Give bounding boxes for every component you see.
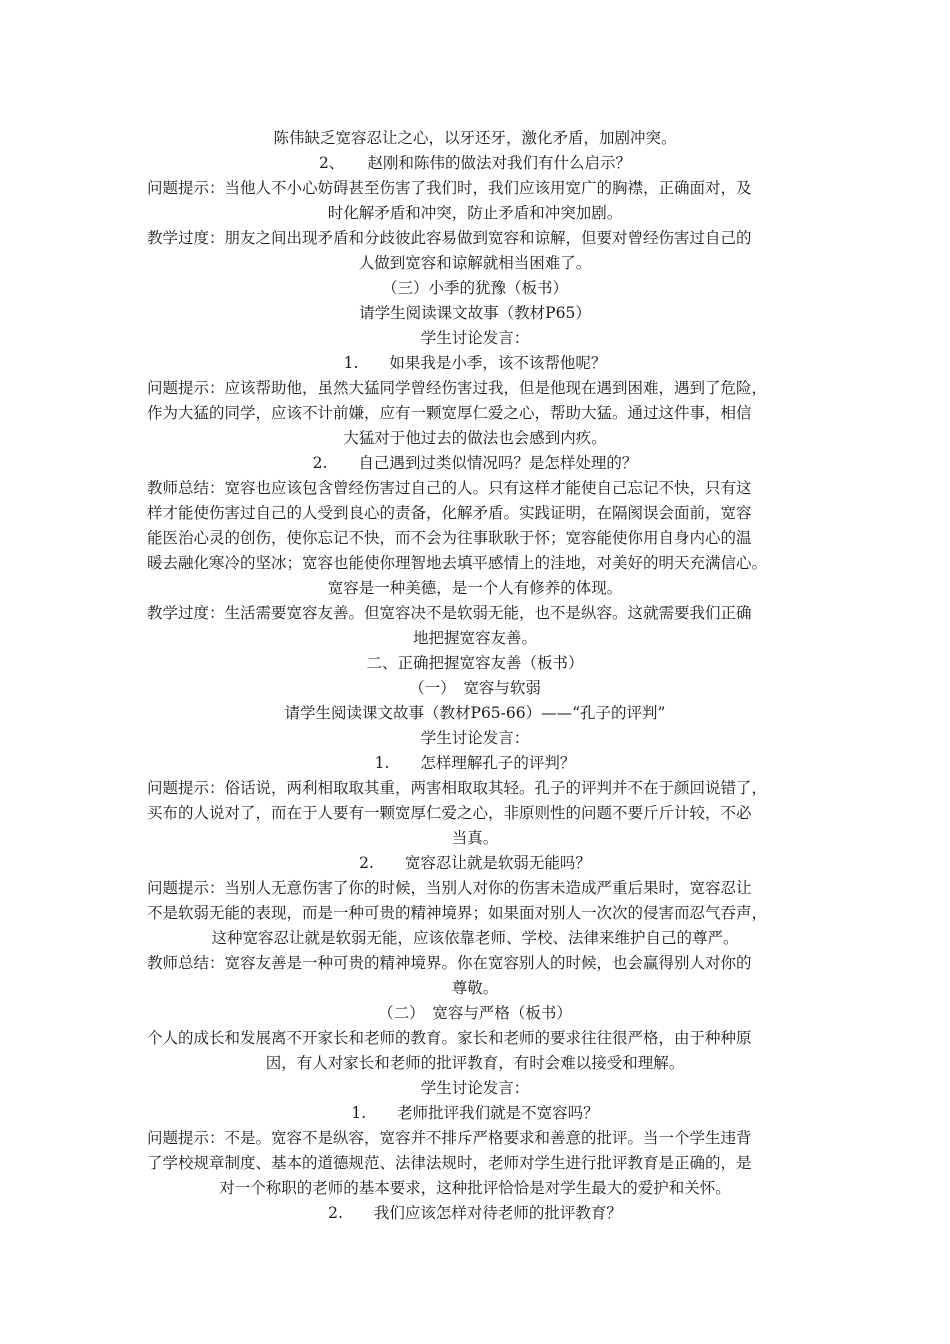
text-line: 因，有人对家长和老师的批评教育，有时会难以接受和理解。 [265,1054,685,1072]
question-heading: 2. 宽容忍让就是软弱无能吗？ [359,854,591,872]
section-heading: 二、正确把握宽容友善（板书） [366,654,584,672]
text-line: 对一个称职的老师的基本要求，这种批评恰恰是对学生最大的爱护和关怀。 [219,1179,731,1197]
text-line: 尊敬。 [451,979,499,997]
text-line: 作为大猛的同学，应该不计前嫌，应有一颗宽厚仁爱之心，帮助大猛。通过这件事，相信 [147,404,752,422]
text-line: 请学生阅读课文故事（教材P65） [359,304,591,322]
text-line: 时化解矛盾和冲突，防止矛盾和冲突加剧。 [327,204,623,222]
text-line: 暖去融化寒冷的坚冰；宽容也能使你理智地去填平感情上的洼地，对美好的明天充满信心。 [147,554,768,572]
text-line: 教学过度：生活需要宽容友善。但宽容决不是软弱无能，也不是纵容。这就需要我们正确 [147,604,752,622]
text-line: 地把握宽容友善。 [412,629,537,647]
text-line: 能医治心灵的创伤，使你忘记不快，而不会为往事耿耿于怀；宽容能使你用自身内心的温 [147,529,752,547]
text-line: 陈伟缺乏宽容忍让之心，以牙还牙，激化矛盾，加剧冲突。 [273,129,677,147]
text-line: 这种宽容忍让就是软弱无能，应该依靠老师、学校、法律来维护自己的尊严。 [211,929,739,947]
text-line: 不是软弱无能的表现，而是一种可贵的精神境界；如果面对别人一次次的侵害而忍气吞声， [147,904,768,922]
section-heading: （一） 宽容与软弱 [409,679,541,697]
text-line: 学生讨论发言： [420,1079,530,1097]
text-line: 个人的成长和发展离不开家长和老师的教育。家长和老师的要求往往很严格，由于种种原 [147,1029,752,1047]
question-heading: 1. 老师批评我们就是不宽容吗？ [351,1104,599,1122]
question-heading: 1. 如果我是小季，该不该帮他呢？ [343,354,607,372]
text-line: 问题提示：当别人无意伤害了你的时候，当别人对你的伤害未造成严重后果时，宽容忍让 [147,879,752,897]
text-line: 人做到宽容和谅解就相当困难了。 [358,254,592,272]
text-line: 学生讨论发言： [420,729,530,747]
text-line: 样才能使伤害过自己的人受到良心的责备，化解矛盾。实践证明，在隔阂误会面前，宽容 [147,504,752,522]
text-line: 大猛对于他过去的做法也会感到内疚。 [343,429,607,447]
text-line: 请学生阅读课文故事（教材P65-66）——“孔子的评判” [284,704,666,722]
text-line: 教学过度：朋友之间出现矛盾和分歧彼此容易做到宽容和谅解，但要对曾经伤害过自己的 [147,229,752,247]
question-heading: 2. 自己遇到过类似情况吗？是怎样处理的？ [312,454,638,472]
text-line: 买布的人说对了，而在于人要有一颗宽厚仁爱之心，非原则性的问题不要斤斤计较，不必 [147,804,752,822]
question-heading: 2. 我们应该怎样对待老师的批评教育？ [328,1204,622,1222]
section-heading: （三）小季的犹豫（板书） [381,279,568,297]
text-line: 当真。 [451,829,499,847]
text-line: 问题提示：当他人不小心妨碍甚至伤害了我们时，我们应该用宽广的胸襟，正确面对，及 [147,179,752,197]
question-heading: 2、 赵刚和陈伟的做法对我们有什么启示？ [318,154,632,172]
question-heading: 1. 怎样理解孔子的评判？ [374,754,576,772]
text-line: 宽容是一种美德，是一个人有修养的体现。 [327,579,623,597]
text-line: 问题提示：俗话说，两利相取取其重，两害相取取其轻。孔子的评判并不在于颜回说错了， [147,779,768,797]
text-line: 问题提示：应该帮助他，虽然大猛同学曾经伤害过我，但是他现在遇到困难，遇到了危险， [147,379,768,397]
text-line: 问题提示：不是。宽容不是纵容，宽容并不排斥严格要求和善意的批评。当一个学生违背 [147,1129,752,1147]
section-heading: （二） 宽容与严格（板书） [378,1004,572,1022]
text-line: 教师总结：宽容友善是一种可贵的精神境界。你在宽容别人的时候，也会赢得别人对你的 [147,954,752,972]
text-line: 学生讨论发言： [420,329,530,347]
text-line: 了学校规章制度、基本的道德规范、法律法规时，老师对学生进行批评教育是正确的，是 [147,1154,752,1172]
text-line: 教师总结：宽容也应该包含曾经伤害过自己的人。只有这样才能使自己忘记不快，只有这 [147,479,752,497]
